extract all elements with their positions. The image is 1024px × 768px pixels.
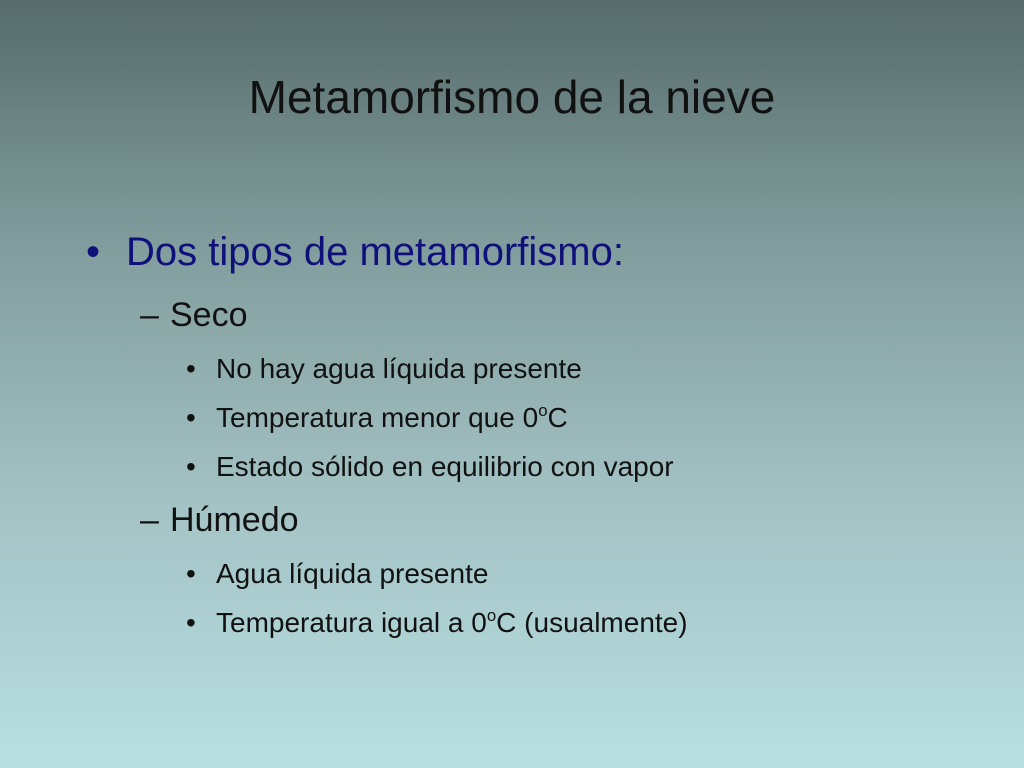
bullet-icon: • [186,607,196,638]
bullet-icon: • [86,230,101,274]
list-item-unit: C (usualmente) [496,607,688,638]
slide-title: Metamorfismo de la nieve [248,71,776,123]
bullet-icon: • [186,558,196,589]
bullet-icon: • [186,402,196,433]
list-item-text: Estado sólido en equilibrio con vapor [216,451,674,482]
bullet-icon: • [186,451,196,482]
list-item [186,558,488,590]
list-item-text: Temperatura menor que 0 [216,402,539,433]
list-item-unit: C [547,402,568,433]
section-heading-text: Seco [170,296,248,334]
dash-icon: – [140,296,159,334]
list-item [186,451,674,483]
main-bullet-text: Dos tipos de metamorfismo: [126,230,624,274]
degree-superscript: o [538,401,548,421]
bullet-icon: • [186,353,196,384]
section-heading-text: Húmedo [170,501,299,539]
main-bullet [86,230,624,275]
list-item-text: Temperatura igual a 0 [216,607,487,638]
dash-icon: – [140,501,159,539]
list-item [186,402,568,434]
degree-superscript: o [486,606,497,626]
list-item [186,607,688,639]
section-heading-humedo [140,501,299,540]
list-item [186,353,582,385]
section-heading-seco [140,296,248,335]
list-item-text: No hay agua líquida presente [216,353,582,384]
list-item-text: Agua líquida presente [216,558,489,589]
